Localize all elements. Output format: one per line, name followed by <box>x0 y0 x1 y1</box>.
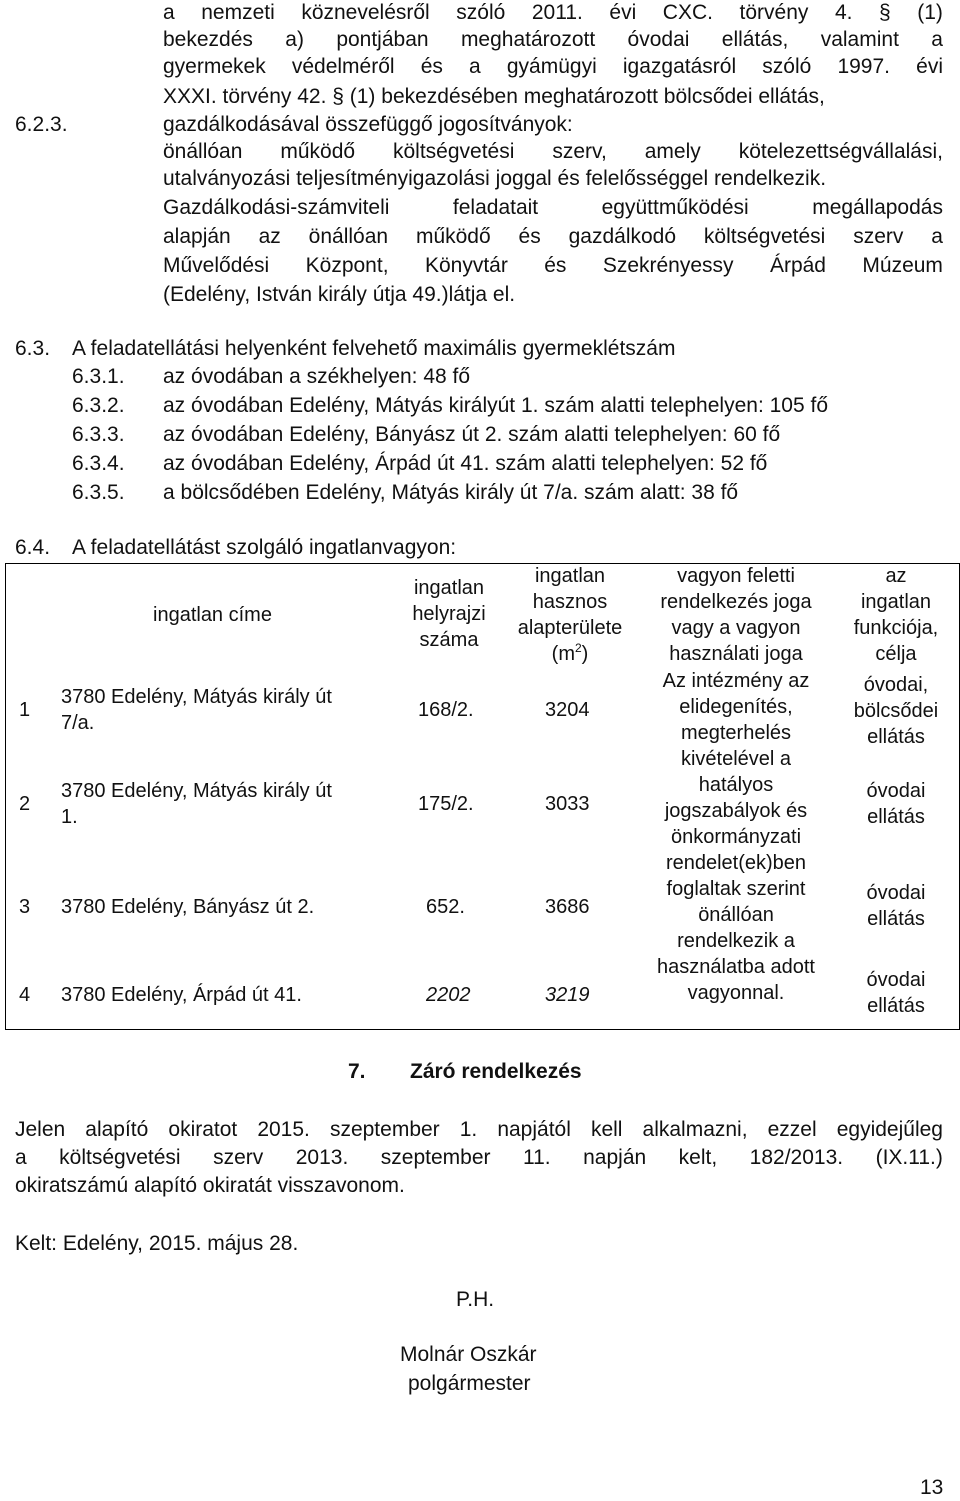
section-6-2-3-number: 6.2.3. <box>15 113 68 136</box>
rights-line: Az intézmény az <box>662 670 810 692</box>
row-number: 4 <box>19 984 31 1006</box>
rights-line: kivételével a <box>680 748 792 770</box>
section-7-number: 7. <box>348 1060 366 1083</box>
closing-line: okiratszámú alapító okiratát visszavonom. <box>15 1174 405 1197</box>
section-6-2-3-line <box>163 139 943 165</box>
row-lot: 175/2. <box>418 793 474 815</box>
section-6-2-3-line: gazdálkodásával összefüggő jogosítványok: <box>163 113 573 136</box>
word: bekezdés <box>163 28 253 51</box>
header-function-line: ingatlan <box>860 591 932 613</box>
word: az <box>258 225 281 248</box>
word: köznevelésről <box>301 1 430 24</box>
word: 2015. <box>257 1118 310 1141</box>
word: amely <box>644 140 701 163</box>
rights-line: rendelkezik a <box>677 930 795 952</box>
closing-line <box>15 1145 943 1171</box>
item-number: 6.3.3. <box>72 423 125 446</box>
section-6-3-title: A feladatellátási helyenként felvehető maximális gyermeklétszám <box>72 337 676 360</box>
word: és <box>544 254 567 277</box>
header-area-unit: $(m^2)$ <box>551 641 589 665</box>
rights-cell <box>640 668 832 1006</box>
row-area: 3033 <box>545 793 590 815</box>
item-number: 6.3.4. <box>72 452 125 475</box>
header-function-line: az <box>885 565 907 587</box>
word: és <box>420 55 443 78</box>
row-address-line: 1. <box>61 806 78 828</box>
word: védelméről <box>291 55 395 78</box>
section-7-title: Záró rendelkezés <box>410 1060 582 1083</box>
header-lot-line: helyrajzi <box>412 603 486 625</box>
row-address-line: 3780 Edelény, Mátyás király út <box>61 780 332 802</box>
row-number: 2 <box>19 793 31 815</box>
word: gazdálkodó <box>568 225 677 248</box>
word: 2011. <box>531 1 583 24</box>
row-function-line: óvodai <box>866 882 926 904</box>
word: költségvetési <box>393 140 515 163</box>
word: költségvetési <box>703 225 826 248</box>
word: óvodai <box>627 28 690 51</box>
word: gyermekek <box>163 55 266 78</box>
row-address-line: 3780 Edelény, Mátyás király út <box>61 686 332 708</box>
word: önállóan <box>163 140 243 163</box>
row-function-line: ellátás <box>867 726 925 748</box>
word: alapító <box>85 1118 149 1141</box>
word: a <box>931 225 943 248</box>
word: 1997. <box>837 55 890 78</box>
header-function-line: célja <box>875 643 917 665</box>
item-text: az óvodában Edelény, Árpád út 41. szám alatti telephelyen: 52 fő <box>163 452 768 475</box>
word: megállapodás <box>812 196 943 219</box>
section-6-2-3-line: (Edelény, István király útja 49.)látja el. <box>163 283 516 306</box>
word: Jelen <box>15 1118 66 1141</box>
row-lot: 168/2. <box>418 699 474 721</box>
word: szeptember <box>329 1118 440 1141</box>
word: szeptember <box>380 1146 491 1169</box>
word: valamint <box>820 28 899 51</box>
word: a <box>163 1 175 24</box>
word: Szekrényessy <box>602 254 734 277</box>
word: szerv <box>853 225 904 248</box>
header-lot <box>400 575 498 653</box>
row-address-line: 7/a. <box>61 712 95 734</box>
rights-line: vagyonnal. <box>687 982 785 1004</box>
word: okiratot <box>168 1118 238 1141</box>
row-function <box>838 967 954 1019</box>
word: feladatait <box>452 196 539 219</box>
item-text: az óvodában a székhelyen: 48 fő <box>163 365 471 388</box>
signer-name: Molnár Oszkár <box>400 1343 537 1366</box>
header-area <box>505 563 635 667</box>
word: pontjában <box>336 28 429 51</box>
word: szóló <box>762 55 812 78</box>
word: 4. <box>834 1 853 24</box>
word: CXC. <box>662 1 713 24</box>
word: 182/2013. <box>749 1146 844 1169</box>
section-6-2-3-line <box>163 253 943 279</box>
word: 1. <box>459 1118 478 1141</box>
header-function <box>838 563 954 667</box>
rights-line: foglaltak szerint <box>666 878 806 900</box>
word: ezzel <box>767 1118 817 1141</box>
row-function-line: óvodai <box>866 969 926 991</box>
word: Gazdálkodási-számviteli <box>163 196 390 219</box>
header-lot-line: ingatlan <box>413 577 485 599</box>
row-area: 3219 <box>545 984 590 1006</box>
rights-line: elidegenítés, <box>679 696 793 718</box>
word: ellátás, <box>721 28 789 51</box>
intro-line-3 <box>163 54 943 80</box>
page-number: 13 <box>920 1476 944 1499</box>
word: Központ, <box>305 254 389 277</box>
word: egyidejűleg <box>836 1118 943 1141</box>
word: évi <box>916 55 943 78</box>
word: Árpád <box>769 254 826 277</box>
row-function-line: óvodai, <box>863 674 929 696</box>
row-function-line: óvodai <box>866 780 926 802</box>
row-function <box>838 880 954 932</box>
word: igazgatásról <box>622 55 737 78</box>
row-function-line: bölcsődei <box>853 700 939 722</box>
rights-line: rendelet(ek)ben <box>665 852 807 874</box>
word: költségvetési <box>59 1146 181 1169</box>
item-number: 6.3.1. <box>72 365 125 388</box>
item-text: az óvodában Edelény, Bányász út 2. szám alatti telephelyen: 60 fő <box>163 423 781 446</box>
intro-line-1 <box>163 0 943 26</box>
word: szerv <box>213 1146 264 1169</box>
row-area: 3686 <box>545 896 590 918</box>
word: meghatározott <box>460 28 596 51</box>
section-6-4-title: A feladatellátást szolgáló ingatlanvagyon: <box>72 536 457 559</box>
word: együttműködési <box>601 196 749 219</box>
word: gyámügyi <box>506 55 597 78</box>
section-6-2-3-line <box>163 195 943 221</box>
rights-line: jogszabályok és <box>664 800 808 822</box>
word: a <box>15 1146 27 1169</box>
section-6-2-3-line: utalványozási teljesítményigazolási joggal és felelősséggel rendelkezik. <box>163 167 827 190</box>
row-function <box>838 672 954 750</box>
header-rights-line: rendelkezés joga <box>660 591 812 613</box>
header-rights-line: vagyon feletti <box>677 565 795 587</box>
header-address: ingatlan címe <box>153 604 272 626</box>
header-lot-line: száma <box>419 629 479 651</box>
word: évi <box>609 1 637 24</box>
word: napjától <box>497 1118 571 1141</box>
item-number: 6.3.2. <box>72 394 125 417</box>
item-number: 6.3.5. <box>72 481 125 504</box>
word: Művelődési <box>163 254 270 277</box>
row-function-line: ellátás <box>867 806 925 828</box>
header-function-line: funkciója, <box>853 617 939 639</box>
intro-line-2 <box>163 27 943 53</box>
word: törvény <box>739 1 809 24</box>
row-lot: 2202 <box>426 984 471 1006</box>
word: Múzeum <box>862 254 943 277</box>
word: működő <box>280 140 356 163</box>
row-number: 3 <box>19 896 31 918</box>
word: kötelezettségvállalási, <box>738 140 943 163</box>
row-area: 3204 <box>545 699 590 721</box>
word: § <box>879 1 891 24</box>
word: alkalmazni, <box>642 1118 748 1141</box>
stamp-mark: P.H. <box>456 1288 495 1311</box>
word: (1) <box>917 1 943 24</box>
word: alapján <box>163 225 231 248</box>
header-area-line: alapterülete <box>517 617 623 639</box>
word: a <box>931 28 943 51</box>
word: és <box>518 225 541 248</box>
closing-line <box>15 1117 943 1143</box>
word: nemzeti <box>201 1 275 24</box>
word: működő <box>415 225 491 248</box>
section-6-4-number: 6.4. <box>15 536 51 559</box>
word: kelt, <box>678 1146 718 1169</box>
word: (IX.11.) <box>875 1146 943 1169</box>
header-area-line: ingatlan <box>534 565 606 587</box>
word: a) <box>285 28 304 51</box>
word: önállóan <box>308 225 389 248</box>
section-6-2-3-line <box>163 224 943 250</box>
header-area-line: hasznos <box>532 591 608 613</box>
word: szóló <box>456 1 506 24</box>
header-rights-line: vagy a vagyon <box>671 617 801 639</box>
row-address <box>61 684 332 736</box>
section-6-3-number: 6.3. <box>15 337 51 360</box>
rights-line: önkormányzati <box>670 826 802 848</box>
row-address: 3780 Edelény, Árpád út 41. <box>61 984 302 1006</box>
row-function-line: ellátás <box>867 908 925 930</box>
item-text: az óvodában Edelény, Mátyás királyút 1. szám alatti telephelyen: 105 fő <box>163 394 828 417</box>
word: szerv, <box>552 140 607 163</box>
word: a <box>469 55 481 78</box>
rights-line: használatba adott <box>657 956 815 978</box>
intro-line-4: XXXI. törvény 42. § (1) bekezdésében meghatározott bölcsődei ellátás, <box>163 85 825 108</box>
word: kell <box>590 1118 623 1141</box>
word: Könyvtár <box>424 254 508 277</box>
row-address <box>61 778 332 830</box>
date-line: Kelt: Edelény, 2015. május 28. <box>15 1232 299 1255</box>
word: 2013. <box>295 1146 349 1169</box>
rights-line: megterhelés <box>680 722 792 744</box>
rights-line: önállóan <box>698 904 774 926</box>
word: 11. <box>522 1146 551 1169</box>
rights-line: hatályos <box>698 774 774 796</box>
row-address: 3780 Edelény, Bányász út 2. <box>61 896 315 918</box>
row-number: 1 <box>19 699 31 721</box>
item-text: a bölcsődében Edelény, Mátyás király út 7/a. szám alatt: 38 fő <box>163 481 739 504</box>
row-lot: 652. <box>426 896 465 918</box>
header-rights-line: használati joga <box>669 643 803 665</box>
header-rights <box>640 563 832 667</box>
row-function <box>838 778 954 830</box>
word: napján <box>583 1146 647 1169</box>
signer-title: polgármester <box>408 1372 531 1395</box>
row-function-line: ellátás <box>867 995 925 1017</box>
